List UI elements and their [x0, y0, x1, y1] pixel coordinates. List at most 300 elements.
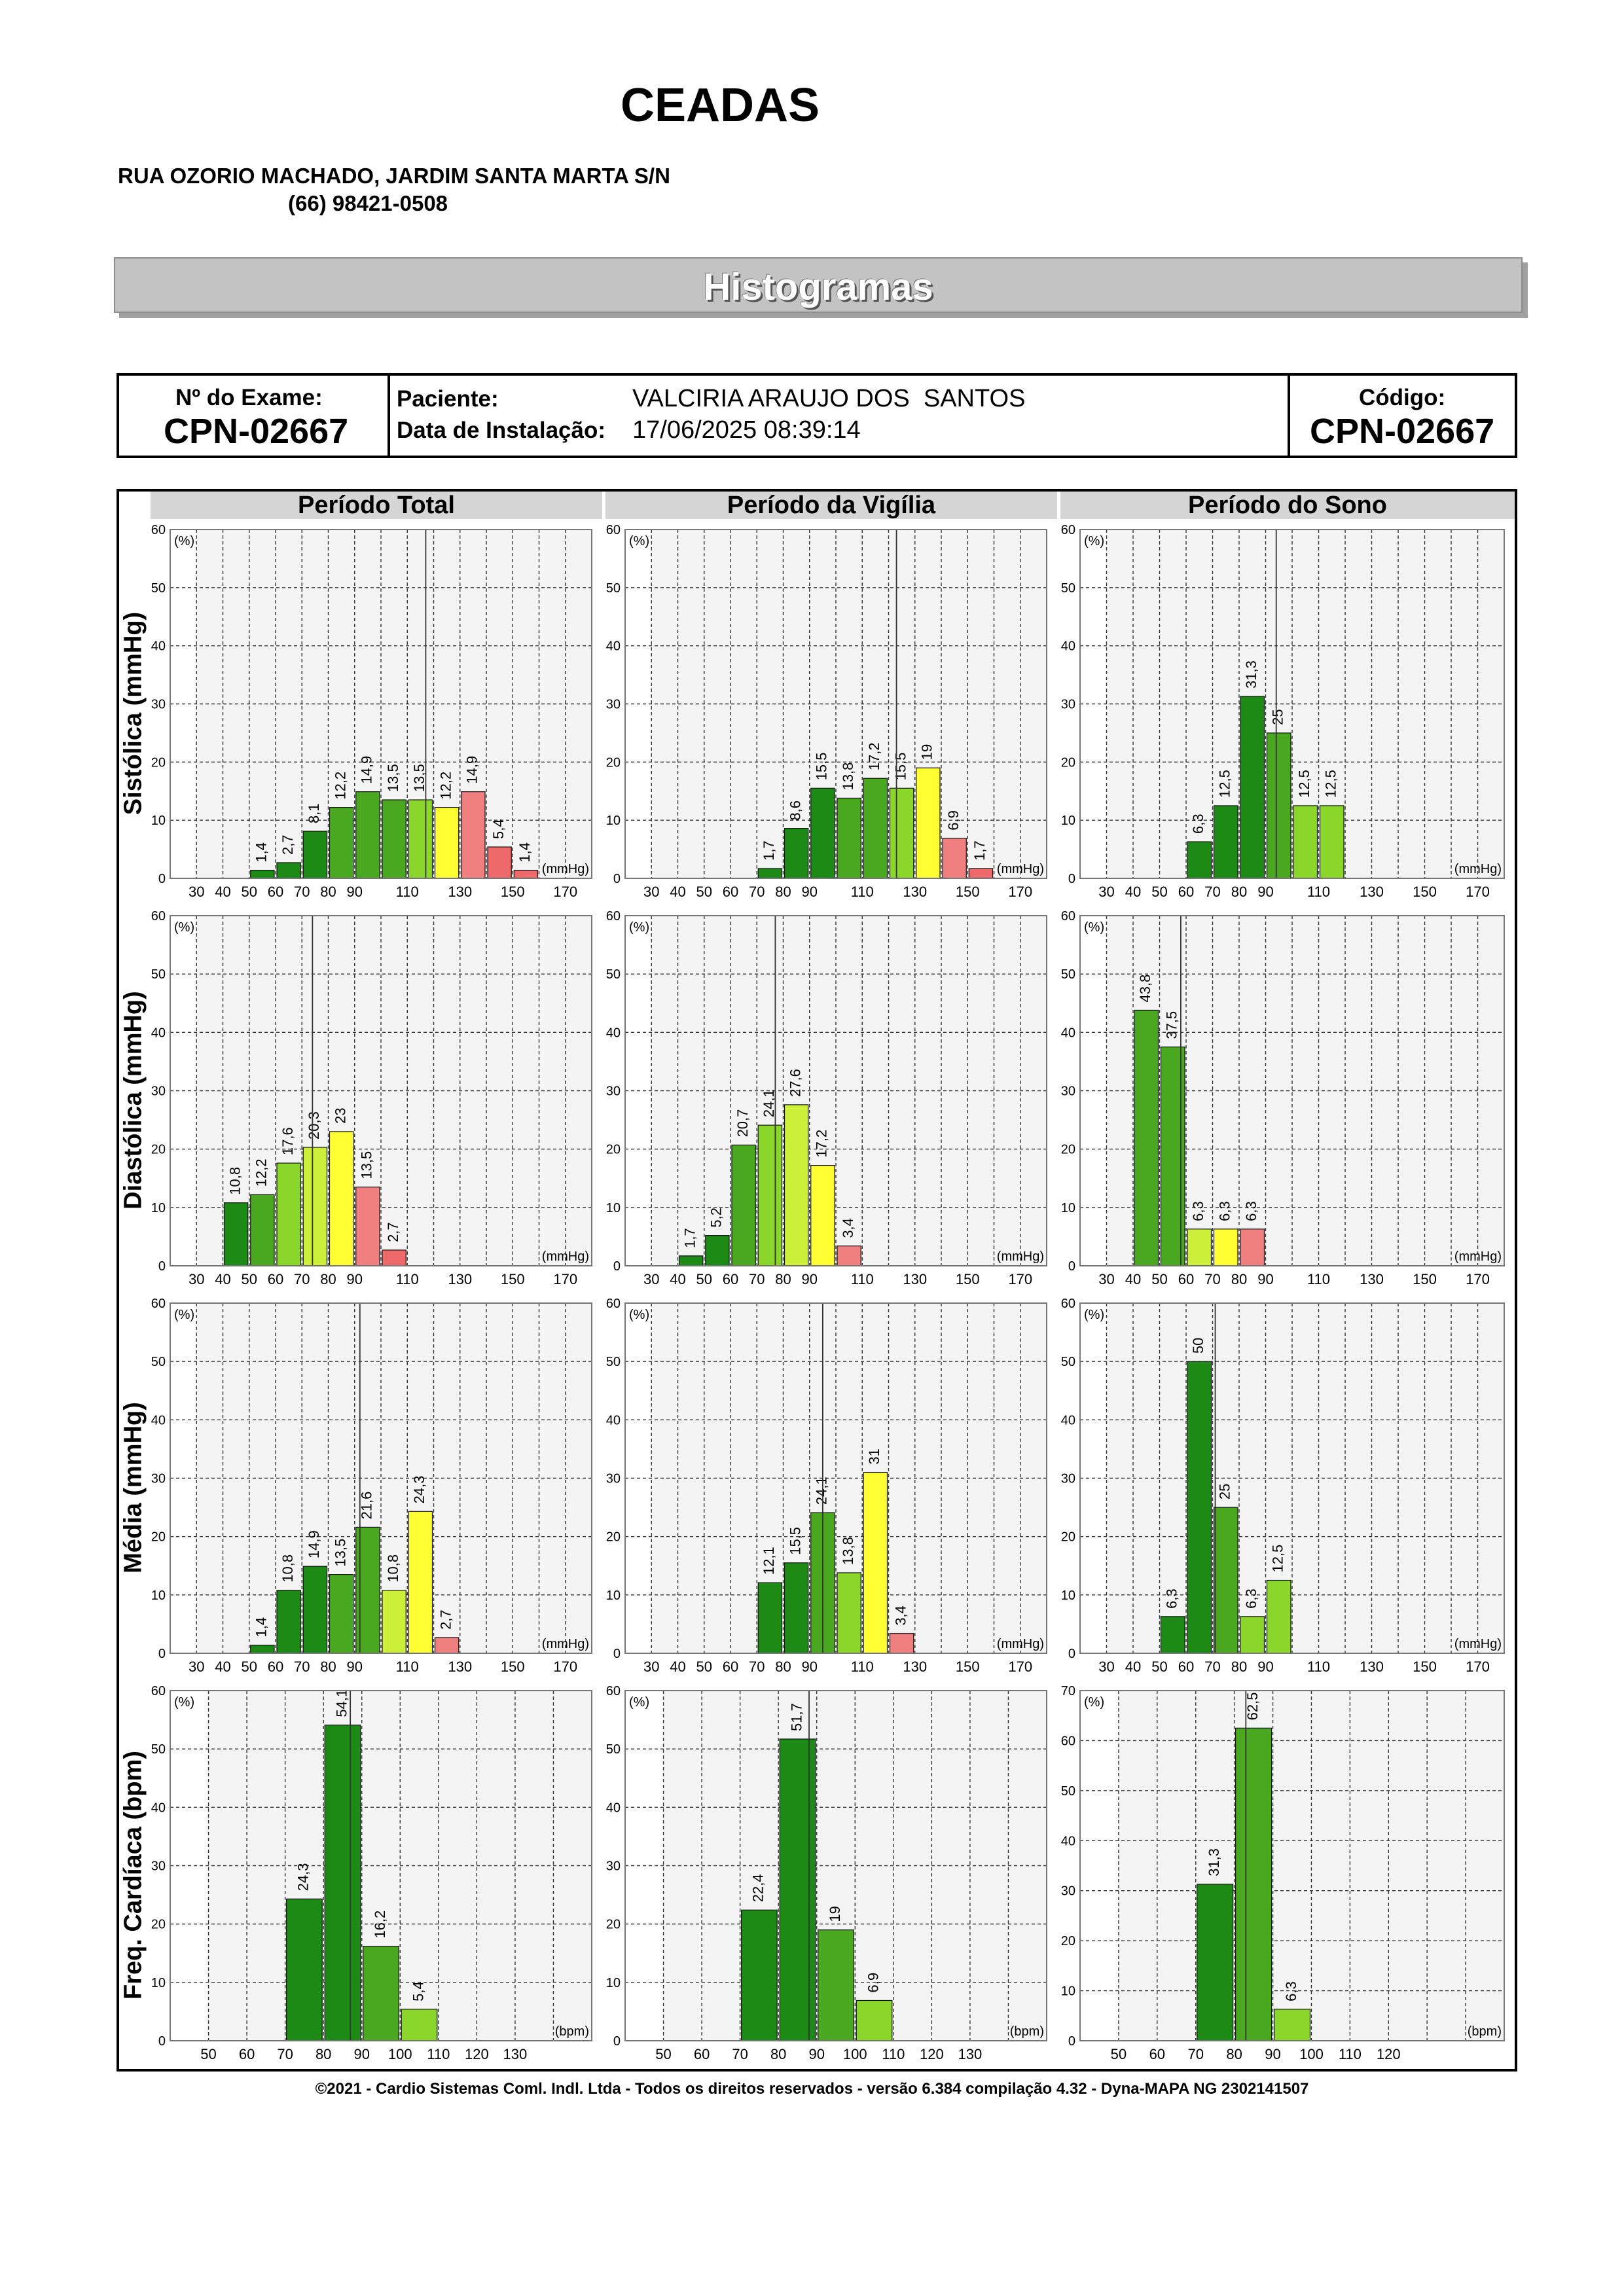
y-axis-unit-label: (%)	[1084, 1695, 1105, 1710]
y-tick-label: 60	[1060, 909, 1075, 924]
x-tick-label: 130	[503, 2046, 528, 2062]
histogram-heart-rate-sleep	[1060, 1681, 1515, 2069]
y-tick-label: 30	[151, 1471, 166, 1486]
x-tick-label: 40	[215, 1271, 231, 1287]
y-tick-label: 60	[1060, 1297, 1075, 1311]
histogram-bar	[837, 1573, 861, 1653]
bar-value-label: 15,5	[892, 752, 909, 781]
bar-value-label: 19	[826, 1906, 843, 1922]
y-tick-label: 20	[605, 1142, 621, 1157]
bar-value-label: 1,4	[253, 842, 270, 863]
bar-value-label: 25	[1216, 1483, 1233, 1500]
x-tick-label: 70	[1204, 884, 1221, 900]
histogram-bar	[408, 1511, 432, 1653]
histogram-bar	[1274, 2009, 1310, 2041]
y-tick-label: 60	[605, 1684, 621, 1698]
x-tick-label: 60	[267, 1271, 284, 1287]
histogram-bar	[303, 831, 327, 878]
y-tick-label: 50	[1060, 1355, 1075, 1370]
x-tick-label: 170	[1466, 1271, 1490, 1287]
bar-value-label: 27,6	[787, 1069, 804, 1097]
x-tick-label: 60	[238, 2046, 255, 2062]
x-tick-label: 40	[670, 884, 686, 900]
y-tick-label: 40	[605, 639, 621, 654]
x-tick-label: 150	[955, 1271, 980, 1287]
y-tick-label: 20	[1060, 1530, 1075, 1545]
y-axis-unit-label: (%)	[629, 1308, 650, 1322]
y-tick-label: 20	[151, 1917, 166, 1932]
histogram-bar	[969, 869, 992, 878]
bar-value-label: 6,9	[865, 1972, 882, 1993]
x-tick-label: 40	[1125, 1271, 1142, 1287]
y-tick-label: 0	[158, 2034, 166, 2049]
bar-value-label: 17,2	[813, 1129, 830, 1158]
x-tick-label: 90	[346, 1271, 363, 1287]
y-tick-label: 50	[151, 1742, 166, 1757]
x-tick-label: 90	[801, 1659, 818, 1675]
bar-value-label: 15,5	[813, 752, 830, 781]
y-tick-label: 10	[151, 814, 166, 829]
bar-value-label: 50	[1190, 1337, 1207, 1354]
histogram-diastolic-sleep	[1060, 906, 1515, 1294]
section-banner	[114, 257, 1523, 313]
x-tick-label: 100	[1299, 2046, 1324, 2062]
bar-value-label: 24,1	[813, 1477, 830, 1505]
bar-value-label: 10,8	[384, 1554, 401, 1583]
histogram-systolic-wake	[605, 520, 1057, 906]
bar-value-label: 21,6	[358, 1491, 375, 1520]
x-tick-label: 70	[749, 884, 765, 900]
x-tick-label: 70	[294, 884, 310, 900]
y-axis-unit-label: (%)	[1084, 534, 1105, 548]
code-cell	[1290, 376, 1515, 456]
y-axis-unit-label: (%)	[174, 920, 195, 935]
x-tick-label: 90	[1265, 2046, 1281, 2062]
bar-value-label: 12,2	[437, 771, 454, 800]
histogram-bar	[837, 798, 861, 878]
histogram-bar	[363, 1946, 399, 2041]
exam-number: CPN-02667	[164, 412, 349, 451]
bar-value-label: 14,9	[463, 755, 480, 784]
x-axis-unit-label: (mmHg)	[541, 1637, 589, 1651]
x-tick-label: 130	[903, 1271, 928, 1287]
bar-value-label: 51,7	[788, 1703, 805, 1732]
bar-value-label: 6,3	[1163, 1588, 1180, 1609]
bar-value-label: 20,7	[734, 1109, 751, 1138]
x-tick-label: 130	[1360, 1659, 1384, 1675]
x-axis-unit-label: (mmHg)	[1454, 1637, 1502, 1651]
x-axis-unit-label: (bpm)	[554, 2024, 589, 2039]
x-tick-label: 130	[1360, 884, 1384, 900]
column-header-sleep: Período do Sono	[1060, 492, 1515, 519]
x-tick-label: 150	[955, 1659, 980, 1675]
x-axis-unit-label: (mmHg)	[996, 1637, 1044, 1651]
y-tick-label: 40	[1060, 1026, 1075, 1041]
histogram-mean-wake	[605, 1294, 1057, 1681]
x-tick-label: 50	[1151, 884, 1168, 900]
x-tick-label: 50	[241, 1271, 257, 1287]
histogram-bar	[401, 2009, 437, 2041]
x-tick-label: 60	[722, 1659, 739, 1675]
y-tick-label: 0	[1068, 2034, 1075, 2049]
bar-value-label: 22,4	[749, 1874, 767, 1903]
footer-copyright: ©2021 - Cardio Sistemas Coml. Indl. Ltda - Todos os direitos reservados - versão 6.384 compilação 4.32 - Dyna-MAPA NG 2302141507	[315, 2080, 1309, 2098]
x-tick-label: 60	[722, 1271, 739, 1287]
bar-value-label: 54,1	[333, 1689, 350, 1717]
histogram-bar	[382, 1590, 406, 1653]
y-tick-label: 20	[1060, 1142, 1075, 1157]
bar-value-label: 24,1	[761, 1089, 778, 1118]
bar-value-label: 12,2	[253, 1158, 270, 1187]
row-label-box	[119, 1681, 148, 2069]
histogram-bar	[277, 1590, 300, 1653]
x-tick-label: 40	[215, 884, 231, 900]
y-tick-label: 0	[613, 1647, 621, 1661]
x-tick-label: 90	[808, 2046, 825, 2062]
install-date: 17/06/2025 08:39:14	[632, 416, 861, 444]
bar-value-label: 31	[866, 1448, 883, 1465]
y-tick-label: 10	[151, 1975, 166, 1990]
x-tick-label: 110	[850, 1659, 874, 1675]
bar-value-label: 6,3	[1190, 814, 1207, 834]
x-tick-label: 60	[1178, 1659, 1195, 1675]
x-tick-label: 50	[696, 884, 712, 900]
histogram-bar	[1187, 1229, 1212, 1266]
y-tick-label: 60	[1060, 1734, 1075, 1749]
bar-value-label: 31,3	[1243, 660, 1260, 689]
bar-value-label: 25	[1269, 709, 1286, 725]
bar-value-label: 19	[918, 744, 935, 761]
bar-value-label: 5,2	[708, 1208, 725, 1228]
histogram-bar	[1240, 696, 1265, 878]
y-axis-unit-label: (%)	[629, 534, 650, 548]
y-tick-label: 10	[605, 1200, 621, 1215]
x-tick-label: 50	[241, 884, 257, 900]
y-tick-label: 20	[151, 1142, 166, 1157]
exam-number-label: Nº do Exame:	[175, 385, 323, 410]
histogram-bar	[303, 1147, 327, 1266]
bar-value-label: 6,3	[1282, 1981, 1299, 2001]
x-axis-unit-label: (mmHg)	[996, 1249, 1044, 1264]
x-tick-label: 30	[643, 1271, 660, 1287]
bar-value-label: 17,6	[279, 1127, 296, 1156]
y-tick-label: 10	[605, 814, 621, 829]
x-tick-label: 30	[189, 884, 205, 900]
x-tick-label: 50	[1110, 2046, 1127, 2062]
y-tick-label: 10	[1060, 814, 1075, 829]
histogram-bar	[1187, 842, 1212, 878]
y-tick-label: 60	[151, 523, 166, 537]
y-tick-label: 10	[605, 1588, 621, 1603]
x-tick-label: 60	[267, 1659, 284, 1675]
x-tick-label: 170	[1466, 884, 1490, 900]
row-label-box	[119, 1294, 148, 1681]
y-tick-label: 50	[1060, 581, 1075, 596]
x-tick-label: 130	[448, 884, 473, 900]
y-axis-unit-label: (%)	[1084, 920, 1105, 935]
x-tick-label: 70	[1204, 1271, 1221, 1287]
y-tick-label: 60	[151, 1684, 166, 1698]
y-tick-label: 0	[1068, 1647, 1075, 1661]
patient-cell	[390, 376, 1405, 456]
histogram-bar	[863, 778, 887, 878]
bar-value-label: 12,5	[1216, 770, 1233, 798]
x-tick-label: 70	[294, 1659, 310, 1675]
x-tick-label: 40	[670, 1271, 686, 1287]
y-tick-label: 30	[151, 1859, 166, 1874]
x-tick-label: 110	[1307, 1271, 1331, 1287]
row-label-mean: Média (mmHg)	[119, 1402, 147, 1573]
y-tick-label: 20	[605, 1530, 621, 1545]
histogram-bar	[461, 792, 485, 878]
x-tick-label: 60	[267, 884, 284, 900]
x-tick-label: 70	[294, 1271, 310, 1287]
x-tick-label: 150	[500, 1271, 525, 1287]
histogram-systolic-total	[151, 520, 602, 906]
x-tick-label: 150	[1413, 884, 1437, 900]
histogram-bar	[356, 1187, 380, 1266]
histogram-bar	[818, 1930, 854, 2041]
x-tick-label: 40	[1125, 884, 1142, 900]
histogram-bar	[251, 1194, 274, 1266]
x-tick-label: 80	[320, 884, 336, 900]
x-tick-label: 50	[200, 2046, 217, 2062]
y-tick-label: 20	[1060, 755, 1075, 770]
bar-value-label: 1,7	[681, 1228, 698, 1248]
histogram-bar	[1236, 1728, 1272, 2041]
histogram-diastolic-wake	[605, 906, 1057, 1294]
clinic-phone: (66) 98421-0508	[288, 191, 448, 215]
bar-value-label: 14,9	[358, 755, 375, 784]
y-tick-label: 40	[1060, 639, 1075, 654]
x-tick-label: 50	[1151, 1659, 1168, 1675]
bar-value-label: 5,4	[410, 1981, 427, 2001]
histogram-bar	[356, 792, 380, 878]
histogram-bar	[916, 768, 940, 878]
bar-value-label: 3,4	[839, 1218, 856, 1238]
clinic-name: CEADAS	[620, 79, 820, 132]
plot-left-band	[1080, 1691, 1119, 2041]
x-tick-label: 100	[388, 2046, 412, 2062]
x-tick-label: 80	[1226, 2046, 1242, 2062]
y-axis-unit-label: (%)	[174, 1695, 195, 1710]
x-tick-label: 90	[346, 884, 363, 900]
histogram-bar	[1267, 733, 1291, 878]
x-tick-label: 130	[903, 1659, 928, 1675]
exam-number-cell	[119, 376, 388, 456]
x-tick-label: 30	[1098, 1271, 1115, 1287]
x-axis-unit-label: (mmHg)	[1454, 862, 1502, 876]
histogram-bar	[1214, 806, 1238, 878]
y-tick-label: 40	[151, 1026, 166, 1041]
y-tick-label: 30	[1060, 1884, 1075, 1899]
x-tick-label: 70	[732, 2046, 748, 2062]
x-tick-label: 150	[1413, 1271, 1437, 1287]
x-tick-label: 170	[1008, 884, 1033, 900]
histogram-mean-sleep	[1060, 1294, 1515, 1681]
histogram-bar	[732, 1145, 755, 1266]
x-tick-label: 90	[1257, 884, 1274, 900]
x-tick-label: 90	[1257, 1271, 1274, 1287]
bar-value-label: 3,4	[892, 1605, 909, 1626]
bar-value-label: 13,5	[411, 764, 428, 793]
x-tick-label: 80	[315, 2046, 332, 2062]
x-tick-label: 50	[1151, 1271, 1168, 1287]
x-tick-label: 90	[1257, 1659, 1274, 1675]
bar-value-label: 6,3	[1243, 1201, 1260, 1221]
x-axis-unit-label: (bpm)	[1009, 2024, 1044, 2039]
x-tick-label: 150	[1413, 1659, 1437, 1675]
x-tick-label: 90	[801, 1271, 818, 1287]
y-tick-label: 10	[151, 1200, 166, 1215]
x-axis-unit-label: (mmHg)	[541, 862, 589, 876]
bar-value-label: 12,5	[1322, 770, 1339, 798]
bar-value-label: 13,5	[332, 1538, 349, 1567]
histogram-bar	[1240, 1617, 1265, 1653]
bar-value-label: 8,1	[306, 803, 323, 824]
x-tick-label: 80	[775, 884, 791, 900]
x-tick-label: 170	[1008, 1659, 1033, 1675]
histogram-bar	[742, 1910, 778, 2041]
patient-label: Paciente:	[397, 386, 499, 412]
histogram-bar	[435, 808, 459, 878]
x-tick-label: 60	[1178, 1271, 1195, 1287]
column-header-total: Período Total	[151, 492, 602, 519]
x-tick-label: 80	[1231, 1659, 1248, 1675]
bar-value-label: 10,8	[226, 1166, 244, 1195]
histogram-bar	[1161, 1617, 1185, 1653]
histogram-bar	[785, 1563, 808, 1653]
histogram-bar	[811, 1166, 835, 1266]
histogram-bar	[890, 788, 914, 878]
y-tick-label: 30	[605, 1471, 621, 1486]
patient-name: VALCIRIA ARAUJO DOS SANTOS	[632, 385, 1026, 412]
column-header-wake: Período da Vigília	[605, 492, 1057, 519]
x-tick-label: 70	[1187, 2046, 1204, 2062]
x-tick-label: 110	[850, 884, 874, 900]
y-tick-label: 60	[151, 1297, 166, 1311]
x-tick-label: 30	[1098, 1659, 1115, 1675]
y-tick-label: 20	[605, 1917, 621, 1932]
row-label-systolic: Sistólica (mmHg)	[119, 611, 147, 816]
y-tick-label: 50	[1060, 967, 1075, 982]
histogram-bar	[1214, 1507, 1238, 1653]
x-tick-label: 150	[500, 884, 525, 900]
histogram-bar	[785, 1105, 808, 1266]
x-tick-label: 120	[1376, 2046, 1401, 2062]
y-tick-label: 30	[605, 697, 621, 712]
bar-value-label: 13,5	[358, 1151, 375, 1179]
x-tick-label: 80	[775, 1659, 791, 1675]
x-tick-label: 70	[1204, 1659, 1221, 1675]
bar-value-label: 15,5	[787, 1526, 804, 1555]
x-tick-label: 80	[1231, 884, 1248, 900]
bar-value-label: 43,8	[1137, 974, 1154, 1003]
bar-value-label: 1,4	[516, 842, 533, 863]
bar-value-label: 6,3	[1216, 1201, 1233, 1221]
histogram-bar	[488, 847, 511, 878]
histogram-bar	[780, 1739, 816, 2041]
y-tick-label: 50	[151, 1355, 166, 1370]
row-label-heart-rate: Freq. Cardíaca (bpm)	[119, 1750, 147, 2000]
x-tick-label: 90	[346, 1659, 363, 1675]
y-tick-label: 0	[1068, 1259, 1075, 1274]
x-tick-label: 170	[1466, 1659, 1490, 1675]
histogram-bar	[785, 829, 808, 878]
histogram-bar	[1187, 1361, 1212, 1653]
x-tick-label: 110	[427, 2046, 450, 2062]
x-tick-label: 130	[958, 2046, 983, 2062]
y-tick-label: 30	[151, 1084, 166, 1099]
x-tick-label: 60	[693, 2046, 710, 2062]
bar-value-label: 2,7	[384, 1222, 401, 1242]
x-tick-label: 30	[643, 1659, 660, 1675]
bar-value-label: 13,8	[839, 762, 856, 791]
y-tick-label: 20	[605, 755, 621, 770]
x-axis-unit-label: (bpm)	[1467, 2024, 1502, 2039]
histogram-bar	[330, 1132, 353, 1266]
x-tick-label: 170	[553, 884, 578, 900]
x-tick-label: 110	[850, 1271, 874, 1287]
y-axis-unit-label: (%)	[629, 1695, 650, 1710]
y-tick-label: 0	[613, 2034, 621, 2049]
histogram-bar	[758, 869, 782, 878]
y-tick-label: 30	[1060, 1471, 1075, 1486]
x-axis-unit-label: (mmHg)	[541, 1249, 589, 1264]
bar-value-label: 17,2	[866, 742, 883, 771]
x-tick-label: 130	[448, 1271, 473, 1287]
y-tick-label: 40	[151, 1413, 166, 1428]
x-tick-label: 80	[320, 1659, 336, 1675]
x-tick-label: 50	[696, 1271, 712, 1287]
bar-value-label: 16,2	[371, 1910, 388, 1939]
x-tick-label: 120	[465, 2046, 489, 2062]
bar-value-label: 20,3	[306, 1111, 323, 1139]
x-tick-label: 40	[215, 1659, 231, 1675]
histogram-bar	[943, 838, 966, 878]
bar-value-label: 8,6	[787, 800, 804, 821]
histogram-bar	[435, 1638, 459, 1653]
x-tick-label: 70	[749, 1271, 765, 1287]
y-tick-label: 50	[605, 1355, 621, 1370]
histogram-bar	[251, 1645, 274, 1653]
x-tick-label: 80	[320, 1271, 336, 1287]
x-tick-label: 70	[277, 2046, 293, 2062]
y-tick-label: 40	[605, 1801, 621, 1816]
histogram-bar	[287, 1899, 323, 2041]
bar-value-label: 12,5	[1269, 1544, 1286, 1573]
row-label-box	[119, 520, 148, 906]
y-tick-label: 50	[605, 581, 621, 596]
bar-value-label: 14,9	[306, 1530, 323, 1559]
x-tick-label: 110	[1307, 1659, 1331, 1675]
bar-value-label: 5,4	[490, 819, 507, 840]
histogram-bar	[1320, 806, 1344, 878]
x-tick-label: 110	[882, 2046, 905, 2062]
bar-value-label: 1,4	[253, 1617, 270, 1638]
histogram-bar	[303, 1566, 327, 1653]
y-tick-label: 10	[151, 1588, 166, 1603]
code-label: Código:	[1359, 385, 1446, 410]
histogram-bar	[225, 1203, 248, 1266]
y-tick-label: 40	[1060, 1834, 1075, 1849]
y-tick-label: 0	[158, 1647, 166, 1661]
y-tick-label: 30	[1060, 1084, 1075, 1099]
x-tick-label: 150	[955, 884, 980, 900]
x-tick-label: 80	[770, 2046, 787, 2062]
bar-value-label: 6,3	[1243, 1588, 1260, 1609]
bar-value-label: 37,5	[1163, 1011, 1180, 1039]
